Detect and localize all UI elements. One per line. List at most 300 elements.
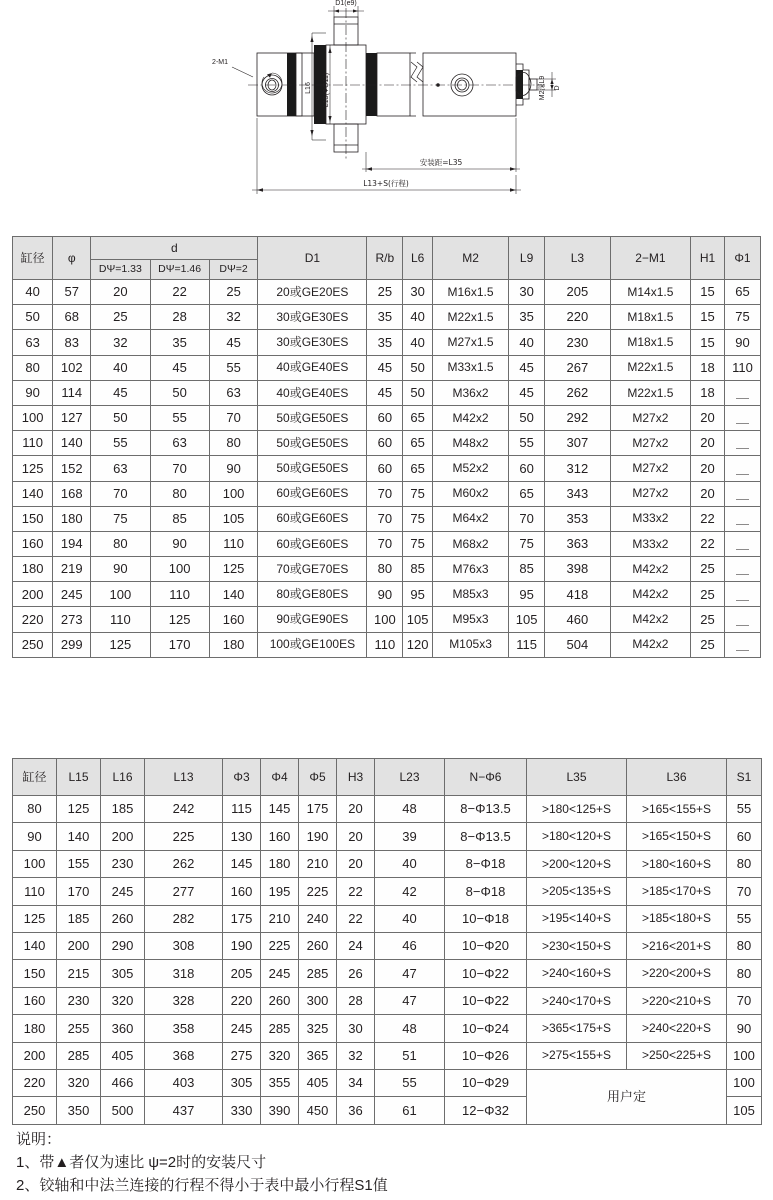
table-cell: 8−Φ13.5 [445,823,527,850]
label-d1-tolerance: D1(e9) [335,0,357,7]
th-cylinder-bore: 缸径 [13,237,53,280]
th-l3: L3 [545,237,611,280]
table-cell: M60x2 [432,481,508,506]
table-cell: 328 [145,987,223,1014]
table-cell: 45 [150,355,209,380]
table-cell: 320 [261,1042,299,1069]
table-row [13,960,762,987]
table-cell: 125 [91,632,150,657]
table-cell: 115 [223,796,261,823]
table-cell: 45 [509,380,545,405]
table-cell: 255 [57,1015,101,1042]
note-item-1: 1、带▲者仅为速比 ψ=2时的安装尺寸 [16,1154,267,1171]
label-l16: L16 [305,82,312,94]
table-cell: 25 [691,607,725,632]
table-cell: 80 [727,960,762,987]
table-cell: 28 [150,305,209,330]
table-cell: 230 [545,330,611,355]
table-cell: 95 [403,582,433,607]
table-cell: M68x2 [432,531,508,556]
table-cell: 277 [145,878,223,905]
table-cell: >180<120+S [527,823,627,850]
table-cell: 46 [375,932,445,959]
table-cell: 200 [101,823,145,850]
table-cell: 105 [509,607,545,632]
th-l9: L9 [509,237,545,280]
table-cell: 330 [223,1097,261,1124]
table-cell: 57 [53,280,91,305]
table-cell: >220<200+S [627,960,727,987]
table-cell: 260 [261,987,299,1014]
table-cell: 90或GE90ES [258,607,367,632]
table-cell: 225 [145,823,223,850]
table-cell: 363 [545,531,611,556]
table-cell: 125 [13,905,57,932]
th-phi: φ [53,237,91,280]
table-cell: 30或GE30ES [258,305,367,330]
table-cell: 10−Φ22 [445,960,527,987]
table-cell: 245 [53,582,91,607]
table-cell: 200 [13,1042,57,1069]
table-cell: M27x1.5 [432,330,508,355]
table-row [13,531,761,556]
table-cell: 195 [261,878,299,905]
table-cell: 115 [509,632,545,657]
table-cell: 200 [57,932,101,959]
table-row [13,1015,762,1042]
table-cell: 40 [375,905,445,932]
table-cell: M27x2 [610,481,690,506]
table-cell: 40或GE40ES [258,380,367,405]
table-cell: 360 [101,1015,145,1042]
table-cell: 25 [91,305,150,330]
table-cell: 273 [53,607,91,632]
table-cell: 160 [209,607,258,632]
table-row [13,481,761,506]
table-cell: 220 [223,987,261,1014]
table-cell: 185 [101,796,145,823]
table-cell: 312 [545,456,611,481]
table-cell: 65 [724,280,760,305]
table-cell: 18 [691,355,725,380]
table-cell: 47 [375,987,445,1014]
table-cell: 65 [403,431,433,456]
table-cell: M14x1.5 [610,280,690,305]
table-cell: 100 [13,405,53,430]
table-cell: 250 [13,1097,57,1124]
table-cell: 230 [57,987,101,1014]
table-cell: 130 [223,823,261,850]
table-cell: M85x3 [432,582,508,607]
th-group-d: d [91,237,258,260]
table-cell: 25 [691,557,725,582]
table-row [13,850,762,877]
table-cell: 219 [53,557,91,582]
table-row [13,305,761,330]
table-cell: 80 [727,850,762,877]
table-cell: 32 [91,330,150,355]
table-cell: 63 [91,456,150,481]
table-cell: M33x1.5 [432,355,508,380]
table-cell: 267 [545,355,611,380]
th-d1: D1 [258,237,367,280]
table-row [13,431,761,456]
table-row [13,506,761,531]
table-cell: 343 [545,481,611,506]
table-cell: M105x3 [432,632,508,657]
table-cell: 48 [375,796,445,823]
notes-title: 说明： [16,1131,62,1148]
table-cell: ＿ [724,380,760,405]
table-row [13,878,762,905]
th2-h3: H3 [337,759,375,796]
table-cell: 180 [13,1015,57,1042]
table-cell: >240<220+S [627,1015,727,1042]
technical-drawing [0,0,773,215]
table-cell: 210 [261,905,299,932]
table-cell: 51 [375,1042,445,1069]
table-cell: 90 [13,380,53,405]
th2-l36: L36 [627,759,727,796]
table-cell: 405 [101,1042,145,1069]
table-cell: >240<170+S [527,987,627,1014]
table-cell: 50或GE50ES [258,431,367,456]
table-cell: 215 [57,960,101,987]
table-row [13,1042,762,1069]
table-cell: M18x1.5 [610,330,690,355]
table-cell: 275 [223,1042,261,1069]
table-cell: 175 [299,796,337,823]
table-cell: M52x2 [432,456,508,481]
table-cell: 205 [223,960,261,987]
table-cell: 45 [367,380,403,405]
table-cell: 90 [150,531,209,556]
table-row [13,1069,762,1096]
table-cell: 65 [403,405,433,430]
user-defined-cell: 用户定 [527,1069,727,1124]
table-cell: 299 [53,632,91,657]
th2-phi3: Φ3 [223,759,261,796]
table-cell: 15 [691,305,725,330]
table-cell: 8−Φ18 [445,850,527,877]
table-cell: M22x1.5 [610,380,690,405]
table1-header-row-1 [13,237,761,260]
table-cell: 285 [299,960,337,987]
note-item-2: 2、铰轴和中法兰连接的行程不得小于表中最小行程S1值 [16,1177,388,1194]
table-cell: 85 [403,557,433,582]
table-cell: 75 [403,506,433,531]
table-cell: ＿ [724,481,760,506]
table-cell: 80 [209,431,258,456]
table-cell: 22 [691,531,725,556]
table-cell: 320 [57,1069,101,1096]
th2-l16: L16 [101,759,145,796]
table-cell: 140 [57,823,101,850]
table-cell: 355 [261,1069,299,1096]
table-row [13,796,762,823]
table-cell: 22 [691,506,725,531]
table-cell: ＿ [724,531,760,556]
table-cell: 292 [545,405,611,430]
table-cell: 220 [545,305,611,330]
table-cell: 70 [367,531,403,556]
table-row [13,330,761,355]
table-cell: ＿ [724,607,760,632]
table-cell: 25 [367,280,403,305]
table-cell: 20 [691,456,725,481]
table-cell: 85 [150,506,209,531]
table-cell: 160 [13,987,57,1014]
th2-l15: L15 [57,759,101,796]
table-cell: 60或GE60ES [258,506,367,531]
table-cell: 100 [150,557,209,582]
table-cell: 63 [209,380,258,405]
table-cell: >240<160+S [527,960,627,987]
table-cell: 100 [91,582,150,607]
table-cell: 105 [727,1097,762,1124]
table-cell: M27x2 [610,431,690,456]
table-cell: 40 [91,355,150,380]
table-cell: 140 [13,481,53,506]
table-cell: 20 [691,405,725,430]
table-cell: 210 [299,850,337,877]
table-row [13,557,761,582]
label-l15: L15(ФΟ11) [323,72,330,108]
table-cell: 40 [403,305,433,330]
table-cell: 48 [375,1015,445,1042]
table-row [13,280,761,305]
table-cell: M42x2 [610,632,690,657]
table-cell: 90 [209,456,258,481]
th-2m1: 2−M1 [610,237,690,280]
table-cell: 55 [727,796,762,823]
table-cell: 325 [299,1015,337,1042]
table-cell: 75 [91,506,150,531]
table-cell: 20 [337,796,375,823]
table-cell: 39 [375,823,445,850]
table-cell: 405 [299,1069,337,1096]
table-cell: 230 [101,850,145,877]
table-cell: 140 [13,932,57,959]
label-total-length: L13+S(行程) [363,179,409,188]
th-d-psi-133: DΨ=1.33 [91,260,150,280]
table-cell: 350 [57,1097,101,1124]
table-cell: 61 [375,1097,445,1124]
table-cell: 285 [261,1015,299,1042]
table-cell: 460 [545,607,611,632]
table-cell: 80 [13,355,53,380]
table-cell: 70 [91,481,150,506]
table-cell: >365<175+S [527,1015,627,1042]
table-cell: 20 [337,850,375,877]
table-cell: 170 [150,632,209,657]
table-cell: 260 [299,932,337,959]
table-cell: 10−Φ24 [445,1015,527,1042]
table-cell: 70 [509,506,545,531]
table-cell: 10−Φ18 [445,905,527,932]
table-cell: 40 [403,330,433,355]
table-cell: 80 [91,531,150,556]
table2-body [13,796,762,1125]
table-cell: >220<210+S [627,987,727,1014]
table-cell: 125 [209,557,258,582]
table-cell: 160 [13,531,53,556]
table-cell: 358 [145,1015,223,1042]
table-cell: 390 [261,1097,299,1124]
table-row [13,380,761,405]
table-cell: 60 [509,456,545,481]
table-cell: 105 [403,607,433,632]
table-cell: M16x1.5 [432,280,508,305]
table-cell: 50 [509,405,545,430]
table-cell: 35 [509,305,545,330]
table-row [13,582,761,607]
th2-l35: L35 [527,759,627,796]
table-cell: 25 [691,632,725,657]
table-row [13,607,761,632]
table-cell: 55 [375,1069,445,1096]
table-cell: 190 [299,823,337,850]
table-cell: 10−Φ29 [445,1069,527,1096]
table-cell: 160 [223,878,261,905]
table-cell: 20或GE20ES [258,280,367,305]
th-h1: H1 [691,237,725,280]
table-cell: 70或GE70ES [258,557,367,582]
table-cell: 45 [509,355,545,380]
th-phi1: Φ1 [724,237,760,280]
table-cell: 85 [509,557,545,582]
table-cell: >180<160+S [627,850,727,877]
table-cell: 140 [53,431,91,456]
table-cell: 260 [101,905,145,932]
table-cell: 68 [53,305,91,330]
label-mount-distance: 安装距=L35 [419,158,463,167]
table-cell: >165<155+S [627,796,727,823]
table-cell: ＿ [724,506,760,531]
table-cell: 90 [724,330,760,355]
table-cell: 20 [691,431,725,456]
table-cell: 150 [13,506,53,531]
table-cell: 20 [691,481,725,506]
table-cell: M27x2 [610,456,690,481]
table-cell: 60或GE60ES [258,531,367,556]
label-d: D [554,85,561,91]
table-cell: 105 [209,506,258,531]
table-cell: ＿ [724,632,760,657]
table-cell: 282 [145,905,223,932]
table-cell: 63 [150,431,209,456]
table-cell: 80 [727,932,762,959]
table-cell: 32 [337,1042,375,1069]
table-cell: 305 [101,960,145,987]
table-cell: 55 [150,405,209,430]
table-cell: M42x2 [610,582,690,607]
table-cell: 40 [13,280,53,305]
table-cell: 240 [299,905,337,932]
table-row [13,905,762,932]
table-cell: 140 [209,582,258,607]
table-cell: 180 [53,506,91,531]
table-cell: >180<125+S [527,796,627,823]
table-row [13,456,761,481]
table-cell: >185<170+S [627,878,727,905]
th2-n-phi6: N−Φ6 [445,759,527,796]
table-cell: 110 [209,531,258,556]
table-cell: 100 [13,850,57,877]
table-cell: ＿ [724,405,760,430]
table-cell: 50 [403,355,433,380]
table-cell: 160 [261,823,299,850]
table-cell: M48x2 [432,431,508,456]
dimension-table-1-container [12,236,761,658]
th2-s1: S1 [727,759,762,796]
table-cell: 168 [53,481,91,506]
table-cell: 242 [145,796,223,823]
table-cell: 145 [261,796,299,823]
table-cell: 95 [509,582,545,607]
table-cell: 22 [337,878,375,905]
table-cell: 22 [150,280,209,305]
table-cell: 50或GE50ES [258,456,367,481]
table-cell: 102 [53,355,91,380]
table-cell: 45 [209,330,258,355]
table-cell: 45 [367,355,403,380]
th2-cylinder-bore: 缸径 [13,759,57,796]
table-cell: 403 [145,1069,223,1096]
table-cell: 200 [13,582,53,607]
table-cell: 120 [403,632,433,657]
table-cell: 320 [101,987,145,1014]
table-cell: M64x2 [432,506,508,531]
table-cell: 110 [367,632,403,657]
dimension-table-1 [12,236,761,658]
cylinder-assembly-drawing [0,0,773,215]
table-cell: 225 [261,932,299,959]
th2-l23: L23 [375,759,445,796]
table-cell: 60 [367,431,403,456]
table-cell: M42x2 [610,607,690,632]
table-cell: 15 [691,280,725,305]
table-cell: 114 [53,380,91,405]
table-cell: >185<180+S [627,905,727,932]
table-cell: 35 [367,305,403,330]
th-l6: L6 [403,237,433,280]
table-cell: 40或GE40ES [258,355,367,380]
table-cell: 30 [509,280,545,305]
table-cell: 75 [509,531,545,556]
table-cell: 125 [13,456,53,481]
table-cell: 504 [545,632,611,657]
table-cell: 40 [509,330,545,355]
table-cell: 55 [91,431,150,456]
table-cell: >195<140+S [527,905,627,932]
table-cell: ＿ [724,582,760,607]
table-cell: 80 [13,796,57,823]
table-cell: >275<155+S [527,1042,627,1069]
table-cell: 65 [509,481,545,506]
th-d-psi-146: DΨ=1.46 [150,260,209,280]
table-cell: 10−Φ20 [445,932,527,959]
table-cell: 125 [150,607,209,632]
table-cell: 28 [337,987,375,1014]
table-row [13,632,761,657]
th-rb: R/b [367,237,403,280]
table-cell: 42 [375,878,445,905]
table-cell: >205<135+S [527,878,627,905]
table-cell: M36x2 [432,380,508,405]
table-cell: 50 [91,405,150,430]
table-cell: 300 [299,987,337,1014]
